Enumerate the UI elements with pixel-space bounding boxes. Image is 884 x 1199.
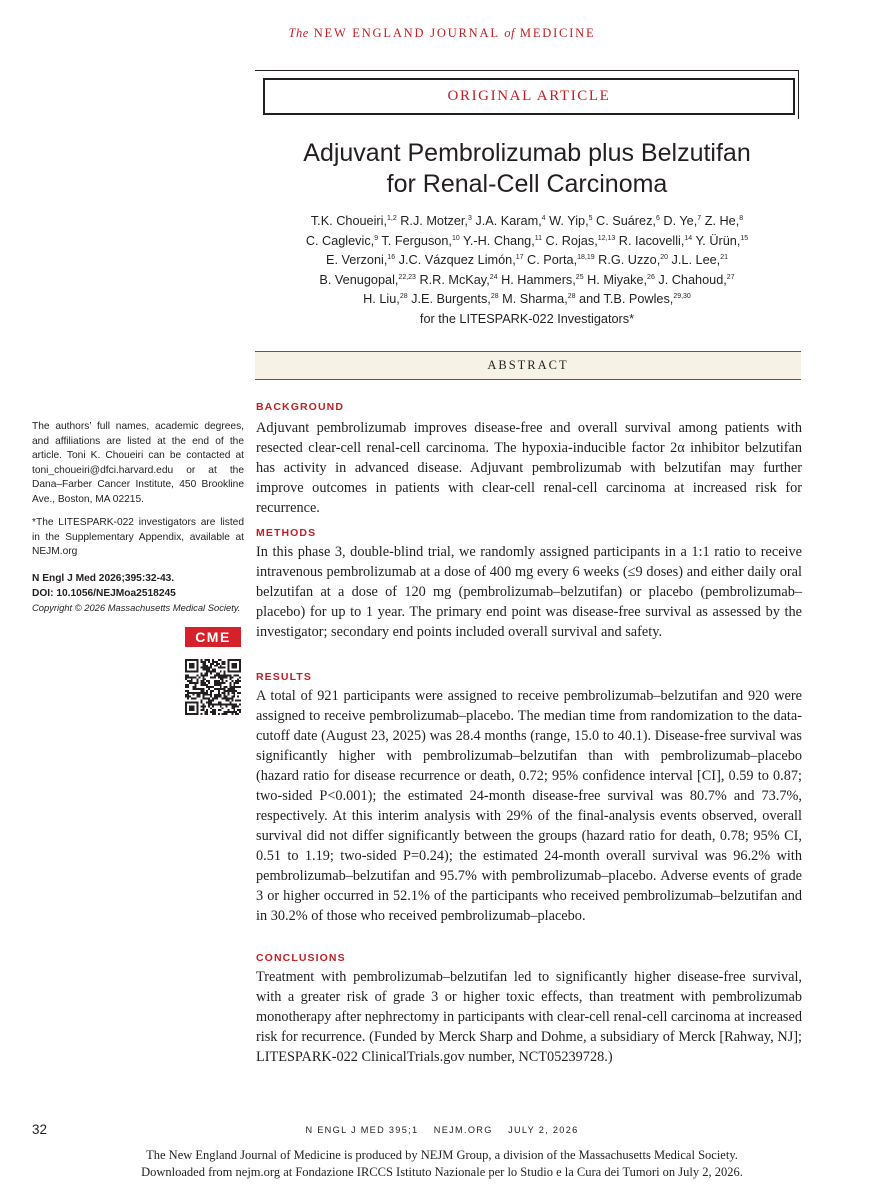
author-affiliation-number: 29,30	[673, 293, 691, 301]
page-number: 32	[32, 1122, 48, 1137]
author-affiliation-number: 28	[399, 293, 408, 301]
author-name: B. Venugopal,	[319, 272, 399, 287]
qr-code-icon[interactable]	[185, 659, 241, 715]
author-name: C. Porta,	[523, 253, 578, 268]
download-notice	[0, 1147, 884, 1181]
author-name: C. Suárez,	[592, 214, 656, 228]
article-title-line-2: for Renal-Cell Carcinoma	[386, 170, 668, 198]
author-affiliation-number: 8	[739, 215, 744, 222]
background-text: Adjuvant pembrolizumab improves disease-free and overall survival among patients with resected clear-cell renal-cell carcinoma. The hypoxia-inducible factor 2α inhibitor belzutifan has activity in advanced disease. Adjuvant pembrolizumab with belzutifan may further improve outcomes in patients with clear-cell renal-cell carcinoma at increased risk for recurrence.	[256, 420, 802, 516]
author-affiliation-number: 12,13	[597, 234, 616, 242]
journal-header	[0, 26, 884, 41]
results-heading: RESULTS	[256, 671, 312, 683]
author-list	[255, 212, 799, 330]
author-affiliation-number: 7	[697, 215, 702, 222]
author-name: Y. Ürün,	[692, 233, 741, 248]
footer-journal-line: N ENGL J MED 395;1 NEJM.ORG JULY 2, 2026	[305, 1125, 579, 1135]
copyright-line: Copyright © 2026 Massachusetts Medical Society.	[32, 602, 241, 614]
citation-line: N Engl J Med 2026;395:32-43.	[32, 573, 175, 584]
article-title-line-1: Adjuvant Pembrolizumab plus Belzutifan	[303, 139, 751, 167]
journal-header-the: The	[288, 26, 309, 40]
author-affiliation-number: 27	[726, 273, 735, 281]
author-line	[255, 290, 799, 310]
author-affiliation-number: 18,19	[577, 254, 595, 262]
author-name: M. Sharma,	[498, 292, 568, 307]
author-affiliation-number: 21	[720, 254, 729, 262]
author-affiliation-number: 15	[740, 234, 749, 242]
citation-block	[32, 572, 244, 616]
author-affiliation-number: 11	[534, 234, 543, 242]
conclusions-text: Treatment with pembrolizumab–belzutifan led to significantly higher disease-free survival, with a greater risk of grade 3 or higher toxic effects, than treatment with pembrolizumab monotherapy after nephrectomy in participants with clear-cell renal-cell carcinoma at increased risk for recurrence. (Funded by Merck Sharp and Dohme, a subsidiary of Merck [Rahway, NJ]; LITESPARK-022 ClinicalTrials.gov number, NCT05239728.)	[256, 969, 802, 1065]
author-name: Y.-H. Chang,	[459, 233, 535, 248]
author-affiliation-number: 16	[387, 254, 396, 262]
article-title	[255, 138, 799, 200]
author-name: J.A. Karam,	[471, 214, 542, 228]
download-notice-line-1: The New England Journal of Medicine is produced by NEJM Group, a division of the Massachusetts Medical Society.	[146, 1148, 738, 1162]
author-affiliation-number: 10	[451, 234, 460, 242]
doi-line[interactable]: DOI: 10.1056/NEJMoa2518245	[32, 587, 176, 599]
author-affiliation-number: 25	[575, 273, 584, 281]
author-name: and T.B. Powles,	[575, 292, 674, 307]
conclusions-heading: CONCLUSIONS	[256, 952, 346, 964]
author-name: Z. He,	[701, 214, 740, 228]
author-name: H. Liu,	[363, 292, 400, 307]
author-name: H. Miyake,	[583, 272, 648, 287]
author-name: J.E. Burgents,	[407, 292, 491, 307]
author-name: R.J. Motzer,	[396, 214, 468, 228]
author-name: E. Verzoni,	[325, 253, 388, 268]
author-affiliation-number: 22,23	[398, 273, 416, 281]
author-affiliation-number: 26	[647, 273, 655, 281]
author-affiliation-number: 28	[490, 293, 499, 301]
journal-header-medicine: MEDICINE	[519, 26, 596, 40]
author-affiliation-number: 6	[655, 215, 660, 222]
author-affiliation-number: 20	[660, 254, 669, 262]
author-affiliation-number: 4	[541, 215, 546, 222]
author-name: R.R. McKay,	[415, 272, 490, 287]
author-affiliation-number: 1,2	[387, 215, 397, 222]
author-name: for the LITESPARK-022 Investigators*	[419, 311, 635, 326]
author-line	[255, 232, 799, 252]
author-name: W. Yip,	[545, 214, 589, 228]
author-line	[255, 212, 799, 232]
journal-header-of: of	[504, 26, 515, 40]
author-name: J. Chahoud,	[654, 272, 727, 287]
methods-heading: METHODS	[256, 527, 317, 539]
background-heading: BACKGROUND	[256, 401, 344, 413]
download-notice-line-2: Downloaded from nejm.org at Fondazione IRCCS Istituto Nazionale per lo Studio e la Cura dei Tumori on July 2, 2026.	[141, 1165, 743, 1179]
author-name: T.K. Choueiri,	[310, 214, 387, 228]
author-name: C. Rojas,	[542, 233, 598, 248]
article-type-label: ORIGINAL ARTICLE	[263, 78, 795, 115]
author-name: T. Ferguson,	[378, 233, 452, 248]
author-line	[255, 271, 799, 291]
author-name: C. Caglevic,	[305, 233, 375, 248]
cme-badge[interactable]: CME	[185, 627, 241, 647]
author-affiliation-number: 5	[588, 215, 593, 222]
author-line	[255, 251, 799, 271]
author-name: J.L. Lee,	[668, 253, 721, 268]
author-affiliation-number: 24	[489, 273, 498, 281]
author-name: R.G. Uzzo,	[594, 253, 661, 268]
abstract-banner: ABSTRACT	[255, 351, 801, 380]
author-name: J.C. Vázquez Limón,	[395, 253, 516, 268]
investigators-note: *The LITESPARK-022 investigators are listed in the Supplementary Appendix, available at NEJM.org	[32, 517, 244, 558]
methods-text: In this phase 3, double-blind trial, we randomly assigned participants in a 1:1 ratio to receive intravenous pembrolizumab at a dose of 400 mg every 6 weeks (≤9 doses) and either daily oral belzutifan at a dose of 120 mg (pembrolizumab–belzutifan) or placebo (pembrolizumab–placebo) for up to 1 year. The primary end point was disease-free survival as assessed by the investigator; secondary end points included overall survival and safety.	[256, 544, 802, 640]
author-affiliation-number: 9	[374, 234, 379, 242]
author-line	[255, 310, 799, 330]
results-text: A total of 921 participants were assigned to receive pembrolizumab–belzutifan and 920 were assigned to receive pembrolizumab–placebo. The median time from randomization to the data-cutoff date (August 23, 2025) was 28.4 months (range, 15.0 to 40.1). Disease-free survival was significantly higher with pembrolizumab–belzutifan than with pembrolizumab–placebo (hazard ratio for disease recurrence or death, 0.72; 95% confidence interval [CI], 0.59 to 0.87; two-sided P<0.001); the estimated 24-month disease-free survival was 80.7% and 73.7%, respectively. At this interim analysis with 29% of the final-analysis events observed, overall survival did not differ significantly between the groups (hazard ratio for death, 0.78; 95% CI, 0.51 to 1.19; two-sided P=0.24); the estimated 24-month overall survival was 96.2% with pembrolizumab–belzutifan and 95.7% with pembrolizumab–placebo. Adverse events of grade 3 or higher occurred in 52.1% of the participants who received pembrolizumab–belzutifan and in 30.2% of those who received pembrolizumab–placebo.	[256, 688, 802, 924]
affiliations-note: The authors’ full names, academic degrees, and affiliations are listed at the end of the article. Toni K. Choueiri can be contacted at toni_choueiri@dfci.harvard.edu or at the Dana–Farber Cancer Institute, 450 Brookline Ave., Boston, MA 02215.	[32, 421, 244, 505]
author-affiliation-number: 17	[515, 254, 524, 262]
journal-header-name: NEW ENGLAND JOURNAL	[313, 26, 500, 40]
author-name: R. Iacovelli,	[615, 233, 685, 248]
author-name: D. Ye,	[659, 214, 698, 228]
author-affiliation-number: 14	[684, 234, 693, 242]
author-affiliation-number: 3	[467, 215, 472, 222]
author-affiliation-number: 28	[567, 293, 576, 301]
author-name: H. Hammers,	[497, 272, 576, 287]
